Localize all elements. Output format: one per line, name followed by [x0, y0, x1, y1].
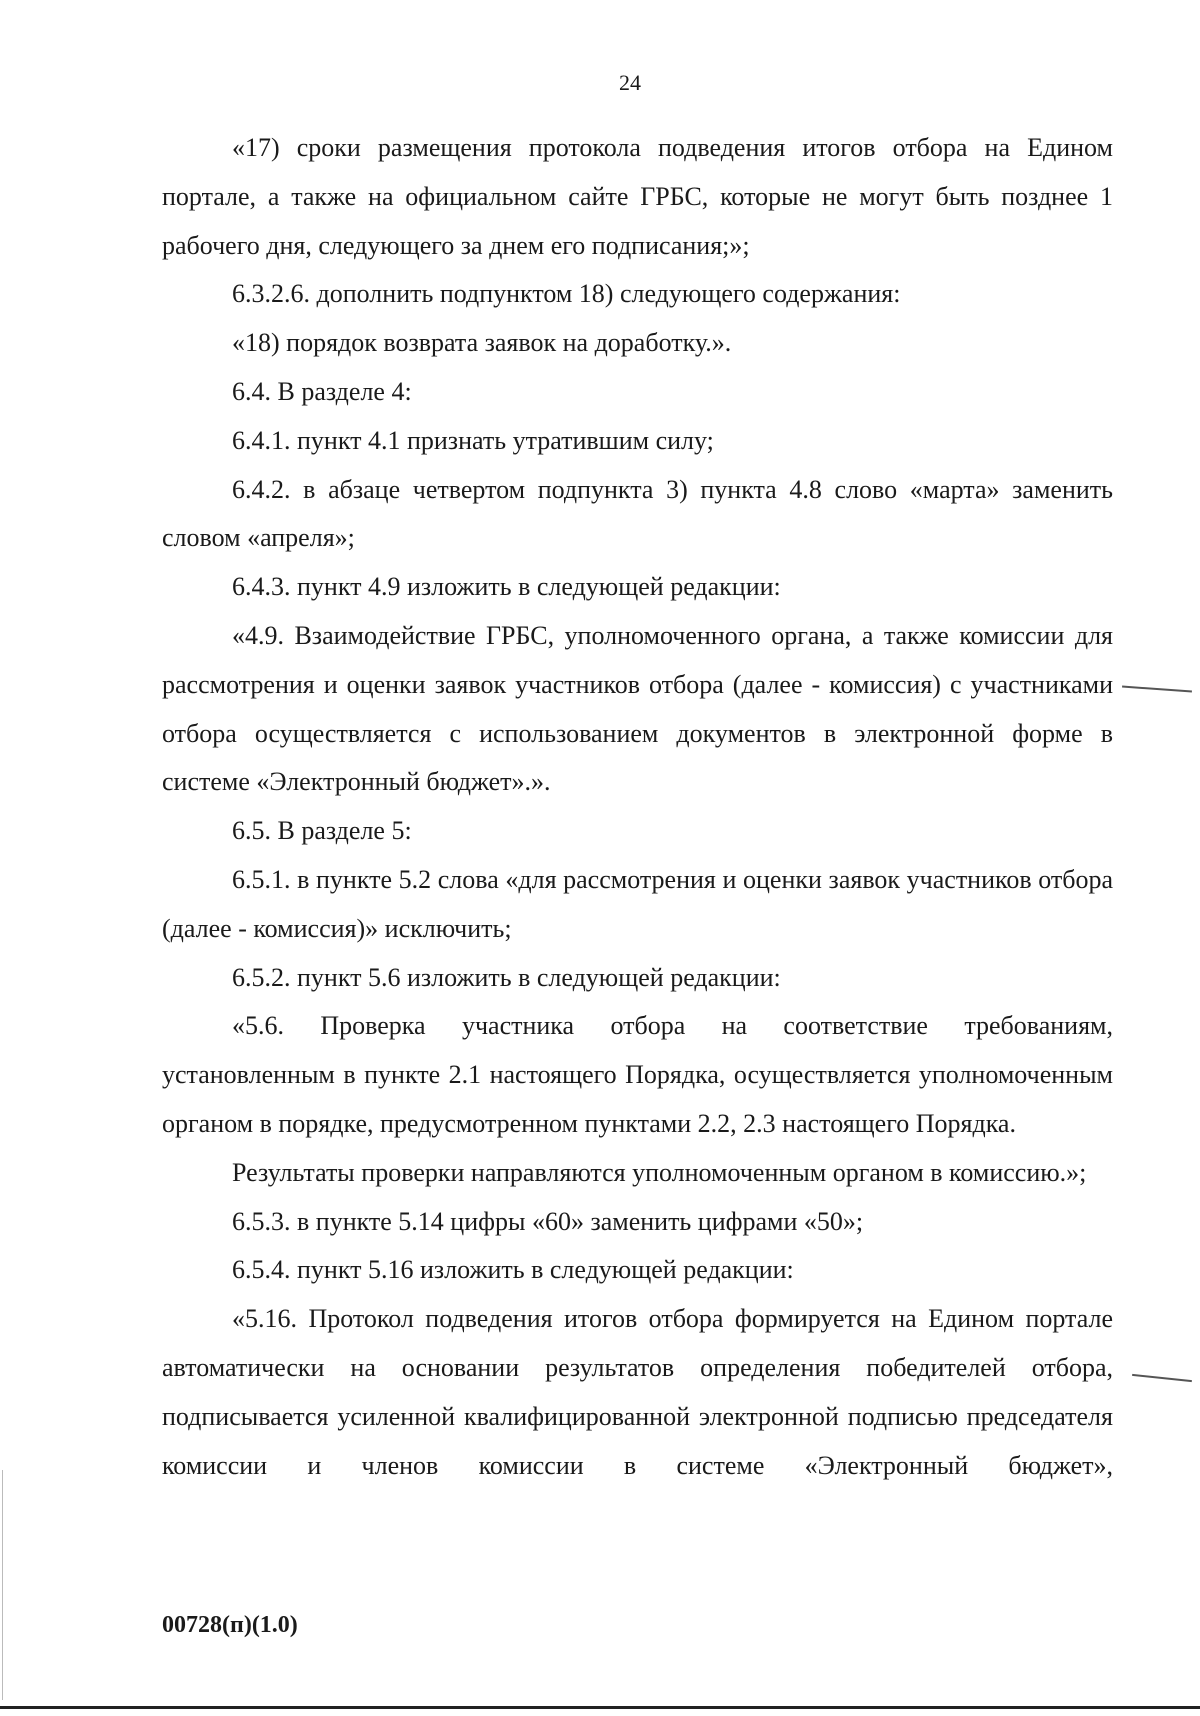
paragraph-4-9-quote: «4.9. Взаимодействие ГРБС, уполномоченного органа, а также комиссии для рассмотрения и оценки заявок участников отбора (далее - комиссия) с участниками отбора осуществляется с использованием документов в электронной форме в системе «Электронный бюджет».».	[162, 620, 1113, 797]
paragraph-6-5-3: 6.5.3. в пункте 5.14 цифры «60» заменить цифрами «50»;	[232, 1206, 864, 1236]
paragraph-results: Результаты проверки направляются уполномоченным органом в комиссию.»;	[232, 1157, 1087, 1187]
paragraph-6-5: 6.5. В разделе 5:	[232, 816, 412, 846]
paragraph-6-5-2: 6.5.2. пункт 5.6 изложить в следующей редакции:	[232, 962, 781, 992]
paragraph-6-4: 6.4. В разделе 4:	[232, 376, 412, 406]
document-body	[162, 124, 1113, 1490]
paragraph-6-4-1: 6.4.1. пункт 4.1 признать утратившим силу;	[232, 425, 714, 455]
paragraph-6-4-3: 6.4.3. пункт 4.9 изложить в следующей редакции:	[232, 572, 781, 602]
paragraph-18-item: «18) порядок возврата заявок на доработку.».	[232, 328, 732, 358]
paragraph-17-item: «17) сроки размещения протокола подведения итогов отбора на Едином портале, а также на официальном сайте ГРБС, которые не могут быть позднее 1 рабочего дня, следующего за днем его подписания;»;	[162, 133, 1113, 260]
margin-mark-top	[1122, 686, 1192, 693]
scan-edge-mark	[2, 1470, 3, 1700]
document-code: 00728(п)(1.0)	[162, 1612, 298, 1638]
page-number: 24	[619, 70, 641, 95]
bottom-rule	[0, 1706, 1200, 1709]
paragraph-6-3-2-6: 6.3.2.6. дополнить подпунктом 18) следующего содержания:	[232, 279, 901, 309]
paragraph-6-4-2: 6.4.2. в абзаце четвертом подпункта 3) пункта 4.8 слово «марта» заменить словом «апреля»;	[162, 474, 1113, 553]
margin-mark-bottom	[1132, 1374, 1192, 1382]
paragraph-5-6-quote: «5.6. Проверка участника отбора на соответствие требованиям, установленным в пункте 2.1 настоящего Порядка, осуществляется уполномоченным органом в порядке, предусмотренном пунктами 2.2, 2.3 настоящего Порядка.	[162, 1011, 1113, 1138]
paragraph-6-5-1: 6.5.1. в пункте 5.2 слова «для рассмотрения и оценки заявок участников отбора (далее - комиссия)» исключить;	[162, 864, 1113, 943]
paragraph-6-5-4: 6.5.4. пункт 5.16 изложить в следующей редакции:	[232, 1255, 794, 1285]
paragraph-5-16-quote: «5.16. Протокол подведения итогов отбора формируется на Едином портале автоматически на основании результатов определения победителей отбора, подписывается усиленной квалифицированной электронной подписью председателя комиссии и членов комиссии в системе «Электронный бюджет»,	[162, 1304, 1113, 1480]
